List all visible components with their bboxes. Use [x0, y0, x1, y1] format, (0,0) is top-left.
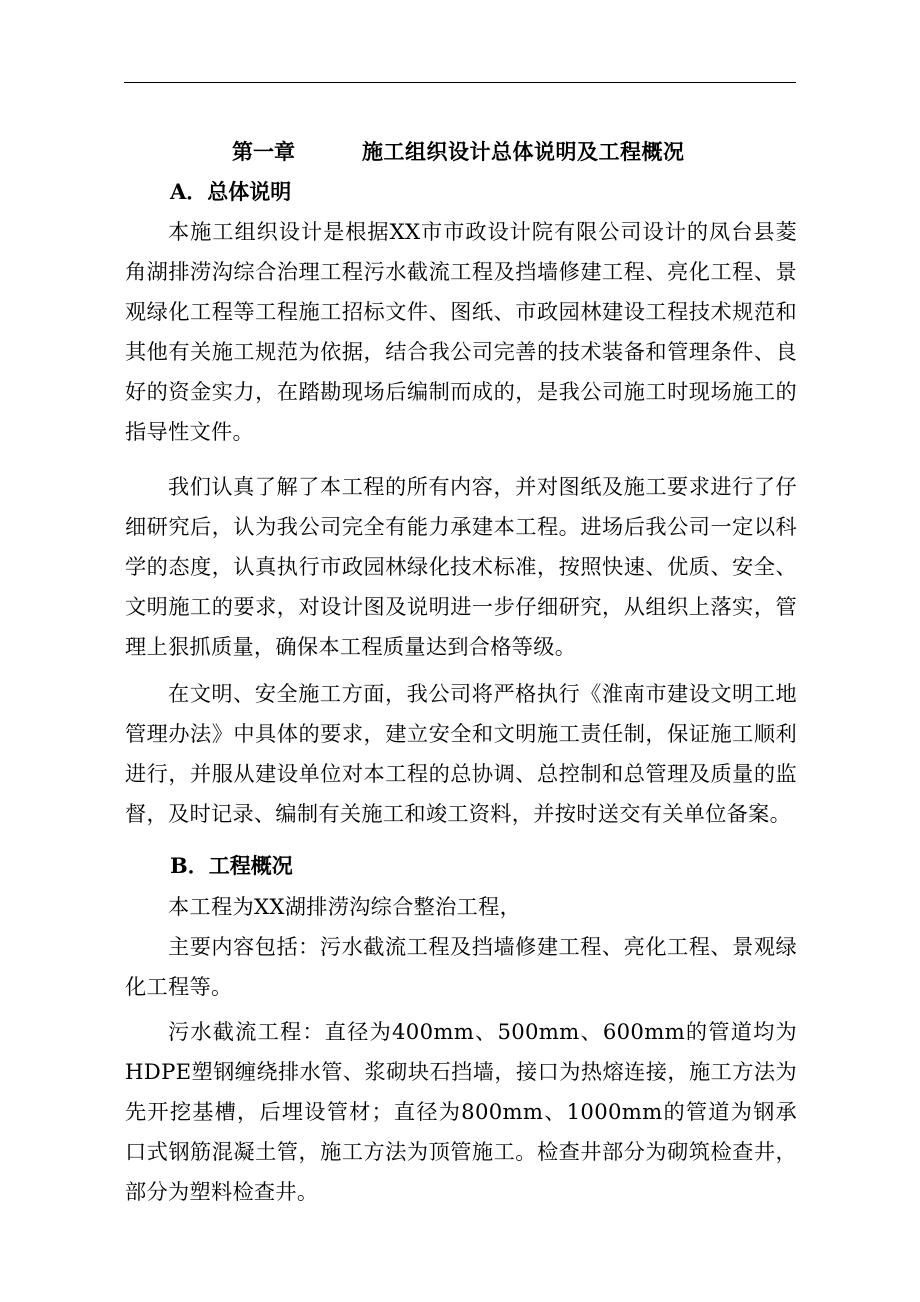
chapter-number: 第一章	[232, 139, 295, 164]
paragraph: 主要内容包括：污水截流工程及挡墙修建工程、亮化工程、景观绿化工程等。	[125, 934, 797, 999]
paragraph: 我们认真了解了本工程的所有内容，并对图纸及施工要求进行了仔细研究后，认为我公司完全有能力承建本工程。进场后我公司一定以科学的态度，认真执行市政园林绿化技术标准，按照快速、优质、安全、文明施工的要求，对设计图及说明进一步仔细研究，从组织上落实，管理上狠抓质量，确保本工程质量达到合格等级。	[125, 474, 797, 659]
section-heading-b: B．工程概况	[170, 853, 293, 878]
chapter-title: 施工组织设计总体说明及工程概况	[362, 139, 685, 164]
paragraph: 本施工组织设计是根据XX市市政设计院有限公司设计的凤台县菱角湖排涝沟综合治理工程污水截流工程及挡墙修建工程、亮化工程、景观绿化工程等工程施工招标文件、图纸、市政园林建设工程技术规范和其他有关施工规范为依据，结合我公司完善的技术装备和管理条件、良好的资金实力，在踏勘现场后编制而成的，是我公司施工时现场施工的指导性文件。	[125, 219, 797, 444]
header-rule	[124, 82, 796, 83]
paragraph: 本工程为XX湖排涝沟综合整治工程，	[168, 894, 522, 919]
section-heading-a: A．总体说明	[170, 179, 292, 204]
paragraph: 在文明、安全施工方面，我公司将严格执行《淮南市建设文明工地管理办法》中具体的要求，建立安全和文明施工责任制，保证施工顺利进行，并服从建设单位对本工程的总协调、总控制和总管理及质量的监督，及时记录、编制有关施工和竣工资料，并按时送交有关单位备案。	[125, 681, 797, 826]
paragraph: 污水截流工程：直径为400mm、500mm、600mm的管道均为HDPE塑钢缠绕排水管、浆砌块石挡墙，接口为热熔连接，施工方法为先开挖基槽，后埋设管材；直径为800mm、1000mm的管道为钢承口式钢筋混凝土管，施工方法为顶管施工。检查井部分为砌筑检查井，部分为塑料检查井。	[125, 1019, 798, 1204]
